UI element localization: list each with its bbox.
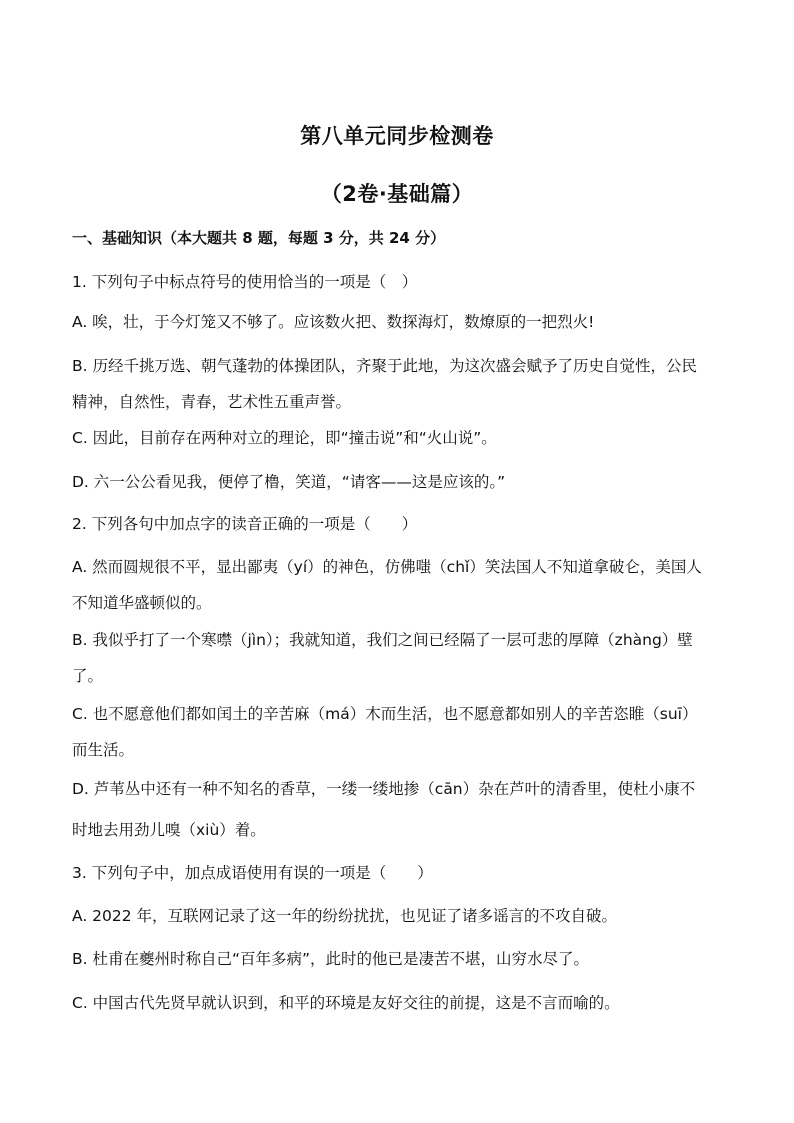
- q1-option-a: A. 唉，壮，于今灯笼又不够了。应该数火把、数探海灯，数燎原的一把烈火!: [72, 313, 595, 331]
- section-heading: 一、基础知识（本大题共 8 题，每题 3 分，共 24 分）: [72, 229, 446, 247]
- q2-option-d-line2: 时地去用劲儿嗅（xiù）着。: [72, 821, 266, 839]
- q2-stem: 2. 下列各句中加点字的读音正确的一项是（ ）: [72, 515, 418, 533]
- q3-option-c: C. 中国古代先贤早就认识到，和平的环境是友好交往的前提，这是不言而喻的。: [72, 994, 620, 1012]
- q2-option-c-line1: C. 也不愿意他们都如闰土的辛苦麻（má）木而生活，也不愿意都如别人的辛苦恣睢（suī）: [72, 705, 698, 723]
- q2-option-c-line2: 而生活。: [72, 741, 135, 759]
- q1-option-c: C. 因此，目前存在两种对立的理论，即“撞击说”和“火山说”。: [72, 429, 497, 447]
- q2-option-a-line2: 不知道华盛顿似的。: [72, 594, 212, 612]
- q2-option-b-line2: 了。: [72, 667, 104, 685]
- q1-option-b-line2: 精神，自然性，青春，艺术性五重声誉。: [72, 393, 352, 411]
- page-subtitle: （2卷·基础篇）: [320, 182, 474, 206]
- q1-stem: 1. 下列句子中标点符号的使用恰当的一项是（ ）: [72, 273, 418, 291]
- q1-option-d: D. 六一公公看见我，便停了橹，笑道，“请客——这是应该的。”: [72, 473, 506, 491]
- q3-option-b: B. 杜甫在夔州时称自己“百年多病”，此时的他已是凄苦不堪，山穷水尽了。: [72, 950, 590, 968]
- q2-option-d-line1: D. 芦苇丛中还有一种不知名的香草，一缕一缕地掺（cān）杂在芦叶的清香里，使杜小康不: [72, 780, 696, 798]
- q2-option-a-line1: A. 然而圆规很不平，显出鄙夷（yí）的神色，仿佛嗤（chǐ）笑法国人不知道拿破仑，美国人: [72, 558, 702, 576]
- page-title: 第八单元同步检测卷: [300, 124, 494, 148]
- q2-option-b-line1: B. 我似乎打了一个寒噤（jìn）；我就知道，我们之间已经隔了一层可悲的厚障（zhàng）壁: [72, 631, 693, 649]
- q3-stem: 3. 下列句子中，加点成语使用有误的一项是（ ）: [72, 864, 433, 882]
- q3-option-a: A. 2022 年，互联网记录了这一年的纷纷扰扰，也见证了诸多谣言的不攻自破。: [72, 907, 618, 925]
- q1-option-b-line1: B. 历经千挑万选、朝气蓬勃的体操团队，齐聚于此地，为这次盛会赋予了历史自觉性，公民: [72, 357, 697, 375]
